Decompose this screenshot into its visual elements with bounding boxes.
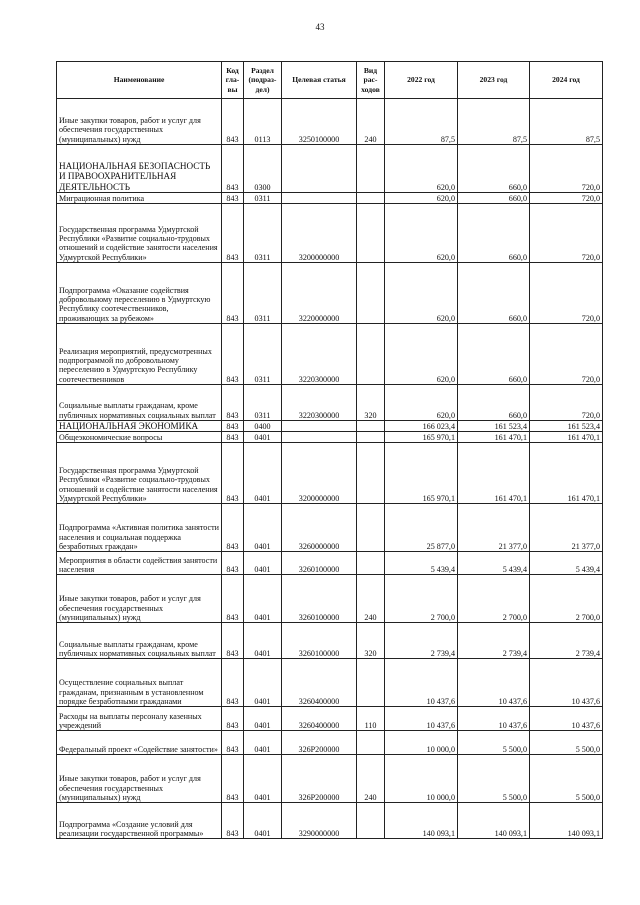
row-2023: 2 700,0 — [458, 575, 530, 623]
table-row — [57, 193, 603, 204]
row-section: 0400 — [244, 421, 282, 432]
row-2022: 10 437,6 — [385, 659, 458, 707]
row-code: 843 — [222, 193, 244, 204]
row-2024: 720,0 — [530, 204, 603, 263]
table-row — [57, 204, 603, 263]
row-2023: 660,0 — [458, 204, 530, 263]
row-code: 843 — [222, 263, 244, 324]
row-target — [282, 145, 357, 193]
row-code: 843 — [222, 552, 244, 575]
row-2022: 165 970,1 — [385, 443, 458, 504]
row-section: 0401 — [244, 755, 282, 803]
row-2022: 140 093,1 — [385, 803, 458, 839]
row-section: 0311 — [244, 263, 282, 324]
row-name: Общеэкономические вопросы — [57, 432, 222, 443]
row-target: 3290000000 — [282, 803, 357, 839]
row-type — [357, 193, 385, 204]
row-code: 843 — [222, 623, 244, 659]
row-2024: 5 439,4 — [530, 552, 603, 575]
header-2022: 2022 год — [385, 62, 458, 99]
row-2022: 25 877,0 — [385, 504, 458, 552]
row-2023: 10 437,6 — [458, 659, 530, 707]
row-section: 0401 — [244, 443, 282, 504]
row-2022: 165 970,1 — [385, 432, 458, 443]
table-row — [57, 443, 603, 504]
table-row — [57, 385, 603, 421]
table-row — [57, 575, 603, 623]
row-2024: 87,5 — [530, 99, 603, 145]
row-name: НАЦИОНАЛЬНАЯ ЭКОНОМИКА — [57, 421, 222, 432]
row-2022: 620,0 — [385, 385, 458, 421]
table-row — [57, 324, 603, 385]
row-code: 843 — [222, 755, 244, 803]
row-code: 843 — [222, 575, 244, 623]
row-target: 3220000000 — [282, 263, 357, 324]
header-type: Вид рас- ходов — [357, 62, 385, 99]
row-type — [357, 324, 385, 385]
row-type — [357, 552, 385, 575]
row-target: 3260100000 — [282, 575, 357, 623]
row-target: 3200000000 — [282, 204, 357, 263]
row-2022: 10 000,0 — [385, 731, 458, 755]
row-2022: 87,5 — [385, 99, 458, 145]
row-code: 843 — [222, 803, 244, 839]
row-code: 843 — [222, 99, 244, 145]
row-code: 843 — [222, 432, 244, 443]
row-code: 843 — [222, 324, 244, 385]
row-name: Подпрограмма «Создание условий для реализации государственной программы» — [57, 803, 222, 839]
row-target: 3260000000 — [282, 504, 357, 552]
row-code: 843 — [222, 707, 244, 731]
row-2022: 2 700,0 — [385, 575, 458, 623]
row-code: 843 — [222, 421, 244, 432]
row-2022: 620,0 — [385, 193, 458, 204]
row-section: 0300 — [244, 145, 282, 193]
row-type — [357, 145, 385, 193]
row-2022: 5 439,4 — [385, 552, 458, 575]
row-target: 3220300000 — [282, 385, 357, 421]
budget-table — [56, 61, 603, 839]
row-type: 240 — [357, 99, 385, 145]
table-row — [57, 432, 603, 443]
table-row — [57, 659, 603, 707]
table-row — [57, 731, 603, 755]
row-target: 3260100000 — [282, 623, 357, 659]
row-2023: 161 470,1 — [458, 432, 530, 443]
row-section: 0401 — [244, 575, 282, 623]
row-2022: 620,0 — [385, 324, 458, 385]
row-name: Федеральный проект «Содействие занятости» — [57, 731, 222, 755]
table-row — [57, 623, 603, 659]
row-2024: 720,0 — [530, 324, 603, 385]
row-2023: 660,0 — [458, 193, 530, 204]
header-2024: 2024 год — [530, 62, 603, 99]
row-2023: 87,5 — [458, 99, 530, 145]
row-2024: 2 700,0 — [530, 575, 603, 623]
row-2024: 161 470,1 — [530, 443, 603, 504]
row-target: 3220300000 — [282, 324, 357, 385]
row-2024: 720,0 — [530, 263, 603, 324]
row-2023: 660,0 — [458, 385, 530, 421]
row-2023: 5 439,4 — [458, 552, 530, 575]
row-target: 326P200000 — [282, 731, 357, 755]
row-section: 0311 — [244, 193, 282, 204]
row-type: 240 — [357, 755, 385, 803]
row-type — [357, 432, 385, 443]
row-code: 843 — [222, 204, 244, 263]
row-name: Государственная программа Удмуртской Республики «Развитие социально-трудовых отношений и содействие занятости населения Удмуртской Республики» — [57, 443, 222, 504]
row-type — [357, 504, 385, 552]
row-2024: 10 437,6 — [530, 707, 603, 731]
row-2023: 140 093,1 — [458, 803, 530, 839]
row-2023: 660,0 — [458, 324, 530, 385]
row-2023: 161 470,1 — [458, 443, 530, 504]
row-section: 0401 — [244, 552, 282, 575]
row-name: Миграционная политика — [57, 193, 222, 204]
header-target: Целевая статья — [282, 62, 357, 99]
table-row — [57, 99, 603, 145]
row-target — [282, 432, 357, 443]
row-2024: 21 377,0 — [530, 504, 603, 552]
row-2024: 161 523,4 — [530, 421, 603, 432]
header-code: Код гла- вы — [222, 62, 244, 99]
row-2023: 5 500,0 — [458, 731, 530, 755]
row-name: Реализация мероприятий, предусмотренных подпрограммой по добровольному переселению в Удмуртскую Республику соотечественников — [57, 324, 222, 385]
row-2022: 10 437,6 — [385, 707, 458, 731]
row-target: 3260100000 — [282, 552, 357, 575]
row-2023: 21 377,0 — [458, 504, 530, 552]
row-target: 3200000000 — [282, 443, 357, 504]
row-type — [357, 803, 385, 839]
header-2023: 2023 год — [458, 62, 530, 99]
table-header-row — [57, 62, 603, 99]
row-2024: 5 500,0 — [530, 731, 603, 755]
row-2024: 10 437,6 — [530, 659, 603, 707]
row-section: 0401 — [244, 432, 282, 443]
row-section: 0311 — [244, 324, 282, 385]
row-2023: 660,0 — [458, 263, 530, 324]
row-section: 0401 — [244, 803, 282, 839]
row-2022: 620,0 — [385, 263, 458, 324]
row-name: Государственная программа Удмуртской Республики «Развитие социально-трудовых отношений и содействие занятости населения Удмуртской Республики» — [57, 204, 222, 263]
row-name: Социальные выплаты гражданам, кроме публичных нормативных социальных выплат — [57, 623, 222, 659]
row-code: 843 — [222, 731, 244, 755]
row-type — [357, 421, 385, 432]
row-name: НАЦИОНАЛЬНАЯ БЕЗОПАСНОСТЬ И ПРАВООХРАНИТЕЛЬНАЯ ДЕЯТЕЛЬНОСТЬ — [57, 145, 222, 193]
row-2023: 161 523,4 — [458, 421, 530, 432]
row-name: Осуществление социальных выплат гражданам, признанным в установленном порядке безработными гражданами — [57, 659, 222, 707]
row-2022: 166 023,4 — [385, 421, 458, 432]
row-code: 843 — [222, 385, 244, 421]
row-type: 320 — [357, 623, 385, 659]
table-row — [57, 755, 603, 803]
row-type — [357, 659, 385, 707]
table-row — [57, 145, 603, 193]
row-2024: 161 470,1 — [530, 432, 603, 443]
row-2024: 140 093,1 — [530, 803, 603, 839]
row-2022: 620,0 — [385, 145, 458, 193]
row-2024: 720,0 — [530, 385, 603, 421]
row-2024: 720,0 — [530, 145, 603, 193]
row-2024: 2 739,4 — [530, 623, 603, 659]
row-2024: 5 500,0 — [530, 755, 603, 803]
table-row — [57, 707, 603, 731]
row-section: 0113 — [244, 99, 282, 145]
row-code: 843 — [222, 145, 244, 193]
row-section: 0401 — [244, 504, 282, 552]
row-type — [357, 263, 385, 324]
row-name: Подпрограмма «Активная политика занятости населения и социальная поддержка безработных граждан» — [57, 504, 222, 552]
table-row — [57, 504, 603, 552]
row-section: 0401 — [244, 731, 282, 755]
row-target: 3250100000 — [282, 99, 357, 145]
row-name: Мероприятия в области содействия занятости населения — [57, 552, 222, 575]
row-2023: 10 437,6 — [458, 707, 530, 731]
row-code: 843 — [222, 504, 244, 552]
row-2022: 10 000,0 — [385, 755, 458, 803]
row-section: 0311 — [244, 204, 282, 263]
row-2024: 720,0 — [530, 193, 603, 204]
header-section: Раздел (подраз- дел) — [244, 62, 282, 99]
row-name: Иные закупки товаров, работ и услуг для обеспечения государственных (муниципальных) нужд — [57, 99, 222, 145]
row-type — [357, 204, 385, 263]
row-type — [357, 443, 385, 504]
row-type — [357, 731, 385, 755]
row-2022: 2 739,4 — [385, 623, 458, 659]
row-2022: 620,0 — [385, 204, 458, 263]
row-target — [282, 193, 357, 204]
header-name: Наименование — [57, 62, 222, 99]
row-section: 0401 — [244, 659, 282, 707]
row-section: 0401 — [244, 623, 282, 659]
row-2023: 660,0 — [458, 145, 530, 193]
row-section: 0311 — [244, 385, 282, 421]
row-name: Социальные выплаты гражданам, кроме публичных нормативных социальных выплат — [57, 385, 222, 421]
row-2023: 5 500,0 — [458, 755, 530, 803]
row-2023: 2 739,4 — [458, 623, 530, 659]
table-row — [57, 803, 603, 839]
row-target: 3260400000 — [282, 659, 357, 707]
table-row — [57, 263, 603, 324]
row-name: Расходы на выплаты персоналу казенных учреждений — [57, 707, 222, 731]
row-section: 0401 — [244, 707, 282, 731]
row-name: Иные закупки товаров, работ и услуг для обеспечения государственных (муниципальных) нужд — [57, 575, 222, 623]
row-name: Иные закупки товаров, работ и услуг для обеспечения государственных (муниципальных) нужд — [57, 755, 222, 803]
row-code: 843 — [222, 443, 244, 504]
row-target: 326P200000 — [282, 755, 357, 803]
table-row — [57, 552, 603, 575]
row-target — [282, 421, 357, 432]
table-row — [57, 421, 603, 432]
row-type: 320 — [357, 385, 385, 421]
row-code: 843 — [222, 659, 244, 707]
row-type: 240 — [357, 575, 385, 623]
row-type: 110 — [357, 707, 385, 731]
row-target: 3260400000 — [282, 707, 357, 731]
row-name: Подпрограмма «Оказание содействия добровольному переселению в Удмуртскую Республику соотечественников, проживающих за рубежом» — [57, 263, 222, 324]
page-number: 43 — [315, 22, 325, 32]
